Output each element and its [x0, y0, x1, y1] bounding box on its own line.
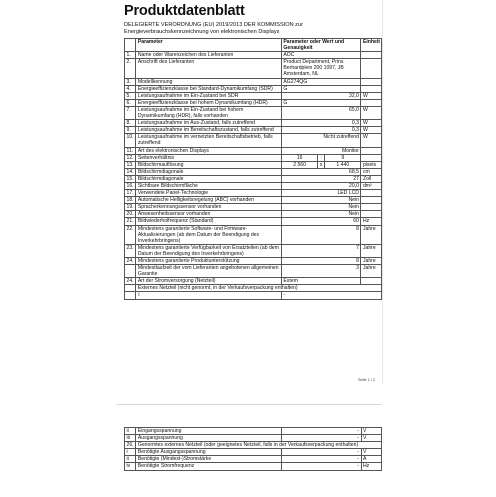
row-unit	[361, 78, 382, 85]
table-row	[125, 154, 382, 161]
row-value: G	[281, 99, 361, 106]
row-unit: W	[361, 127, 382, 134]
row-value: -	[281, 428, 361, 435]
row-parameter: Bildschirmdiagonale	[136, 175, 282, 182]
row-number: 26.	[125, 442, 136, 449]
table-row	[125, 285, 382, 292]
row-value-b: 9	[325, 154, 361, 161]
row-parameter: Leistungsaufnahme im Bereitschaftszustand, falls zutreffend	[136, 127, 282, 134]
row-value: Nein	[281, 197, 361, 204]
row-value: Nein	[281, 204, 361, 211]
row-parameter: Leistungsaufnahme im Ein-Zustand bei hohem Dynamikumfang (HDR), falls vorhanden	[136, 106, 282, 119]
table-row	[125, 449, 382, 456]
table-row	[125, 190, 382, 197]
row-parameter: Seitenverhältnis	[136, 154, 282, 161]
row-value: 27	[281, 175, 361, 182]
table-row	[125, 456, 382, 463]
row-number: 18.	[125, 197, 136, 204]
row-sub-index: iii	[125, 435, 136, 442]
row-unit: A	[361, 456, 382, 463]
row-value: AG274QG	[281, 78, 361, 85]
row-value: LED LCD	[281, 190, 361, 197]
row-value: Extern	[281, 278, 361, 285]
row-parameter: Genormtes externes Netzteil (oder geeignetes Netzteil, falls in der Verkaufsverpackung enthalten)	[136, 442, 382, 449]
header-unit: Einheit	[361, 39, 382, 52]
row-unit	[361, 85, 382, 92]
row-unit: pixels	[361, 161, 382, 168]
table-row	[125, 211, 382, 218]
row-unit	[361, 190, 382, 197]
row-unit: W	[361, 120, 382, 127]
row-value-sep: x	[318, 161, 325, 168]
table-header	[125, 39, 382, 52]
row-parameter: Art des elektronischen Displays	[136, 147, 282, 154]
row-value: 60	[281, 218, 361, 225]
row-parameter: Mindestens garantierte Software- und Firmware-Aktualisierungen (ab dem Datum der Beendigung des Inverkehrbringens)	[136, 225, 282, 244]
row-value: 20,0	[281, 182, 361, 189]
table-row	[125, 175, 382, 182]
table-row	[125, 85, 382, 92]
row-number	[125, 265, 136, 278]
row-number: 24.	[125, 278, 136, 285]
table-row	[125, 120, 382, 127]
header-parameter: Parameter	[136, 39, 282, 52]
row-parameter: Anschrift des Lieferanten	[136, 59, 282, 78]
document-subtitle: DELEGIERTE VERORDNUNG (EU) 2019/2013 DER KOMMISSION zur Energieverbrauchskennzeichnung von elektronischen Displays	[124, 22, 303, 35]
row-number: 23.	[125, 244, 136, 257]
row-unit	[361, 204, 382, 211]
row-parameter: Mindestens garantierte Produktunterstützung	[136, 258, 282, 265]
table-row	[125, 218, 382, 225]
row-unit: Jahre	[361, 225, 382, 244]
row-unit	[361, 59, 382, 78]
row-unit: Hz	[361, 218, 382, 225]
row-parameter: Benötigte Stromfrequenz	[136, 463, 282, 470]
row-sub-index: i	[125, 449, 136, 456]
row-number: 19.	[125, 204, 136, 211]
table-row	[125, 92, 382, 99]
row-number: 5.	[125, 92, 136, 99]
row-number: 2.	[125, 59, 136, 78]
row-unit	[361, 147, 382, 154]
product-data-table	[124, 38, 382, 300]
row-parameter: Art der Stromversorgung (Netzteil)	[136, 278, 282, 285]
row-unit: Jahre	[361, 265, 382, 278]
row-number: 8.	[125, 120, 136, 127]
table-row	[125, 225, 382, 244]
row-number: 7.	[125, 106, 136, 119]
row-number	[125, 285, 136, 292]
row-unit: W	[361, 92, 382, 99]
row-number: 21.	[125, 218, 136, 225]
row-number: 24.	[125, 258, 136, 265]
table-row	[125, 182, 382, 189]
table-row	[125, 463, 382, 470]
row-value: Nein	[281, 211, 361, 218]
table-row	[125, 435, 382, 442]
page-number: Seite 1 / 2	[358, 378, 376, 382]
row-parameter: Spracherkennungssensor vorhanden	[136, 204, 282, 211]
row-parameter: Eingangsspannung	[136, 428, 282, 435]
table-row	[125, 244, 382, 257]
row-unit	[361, 99, 382, 106]
row-unit	[361, 154, 382, 161]
row-unit	[361, 197, 382, 204]
row-value: 3	[281, 265, 361, 278]
row-sub-value: -	[281, 292, 381, 299]
row-number: 13.	[125, 161, 136, 168]
row-parameter: Modellkennung	[136, 78, 282, 85]
row-value: -	[281, 456, 361, 463]
row-number: 4.	[125, 85, 136, 92]
row-number: 10.	[125, 134, 136, 147]
table-row	[125, 168, 382, 175]
row-number: 22.	[125, 225, 136, 244]
table-row	[125, 161, 382, 168]
row-unit	[361, 52, 382, 59]
row-value: 68,5	[281, 168, 361, 175]
row-unit: cm	[361, 168, 382, 175]
row-number: 1.	[125, 52, 136, 59]
row-unit: V	[361, 435, 382, 442]
table-row	[125, 78, 382, 85]
row-unit: Hz	[361, 463, 382, 470]
row-number: 12.	[125, 154, 136, 161]
row-value: -	[281, 435, 361, 442]
table-row	[125, 106, 382, 119]
table-row	[125, 52, 382, 59]
row-value: Product Department, Prins Berhardplein 200 1097, JB Amsterdam, NL	[281, 59, 361, 78]
table-row	[125, 127, 382, 134]
row-sub-index: ii	[125, 428, 136, 435]
row-unit: V	[361, 449, 382, 456]
row-value: 65,0	[281, 106, 361, 119]
row-parameter: Leistungsaufnahme im Ein-Zustand bei SDR	[136, 92, 282, 99]
row-value: 0,3	[281, 120, 361, 127]
row-sub-index: iv	[125, 463, 136, 470]
row-unit: V	[361, 428, 382, 435]
table-row	[125, 258, 382, 265]
row-parameter: Leistungsaufnahme im Aus-Zustand, falls zutreffend	[136, 120, 282, 127]
table-row	[125, 134, 382, 147]
row-number: 15.	[125, 175, 136, 182]
row-number: 20.	[125, 211, 136, 218]
row-value-sep: :	[318, 154, 325, 161]
row-value: -	[281, 463, 361, 470]
table-row	[125, 147, 382, 154]
row-number: 3.	[125, 78, 136, 85]
row-value: 7	[281, 244, 361, 257]
row-parameter: Energieeffizienzklasse bei hohem Dynamikumfang (HDR)	[136, 99, 282, 106]
row-unit: W	[361, 106, 382, 119]
row-number: 9.	[125, 127, 136, 134]
row-value: AOC	[281, 52, 361, 59]
table-row	[125, 265, 382, 278]
row-unit: Jahre	[361, 258, 382, 265]
row-unit	[361, 278, 382, 285]
table-row	[125, 204, 382, 211]
row-value: G	[281, 85, 361, 92]
row-parameter: Bildwiederholfrequenz (Standard)	[136, 218, 282, 225]
table-row	[125, 292, 382, 299]
table-row	[125, 197, 382, 204]
row-parameter: Verwendete Panel-Technologie	[136, 190, 282, 197]
row-number: 17.	[125, 190, 136, 197]
row-unit: Jahre	[361, 244, 382, 257]
row-parameter: Anwesenheitssensor vorhanden	[136, 211, 282, 218]
row-unit: dm²	[361, 182, 382, 189]
row-value: 8	[281, 258, 361, 265]
row-psu-type: Externes Netzteil (nicht genormt, in der Verkaufsverpackung enthalten)	[136, 285, 382, 292]
row-value-a: 2 560	[281, 161, 317, 168]
row-value: Monitor	[281, 147, 361, 154]
row-value: 32,0	[281, 92, 361, 99]
page-gap	[0, 384, 496, 404]
row-number: 6.	[125, 99, 136, 106]
table-row	[125, 99, 382, 106]
row-number	[125, 292, 136, 299]
row-number: 11.	[125, 147, 136, 154]
row-parameter: Bildschirmauflösung	[136, 161, 282, 168]
table-row	[125, 428, 382, 435]
row-parameter: Name oder Warenzeichen des Lieferanten	[136, 52, 282, 59]
row-parameter: Energieeffizienzklasse bei Standard-Dynamikumfang (SDR)	[136, 85, 282, 92]
row-number: 14.	[125, 168, 136, 175]
row-value-b: 1 440	[325, 161, 361, 168]
row-sub-index: ii	[125, 456, 136, 463]
row-sub-index: i	[136, 292, 282, 299]
table-row	[125, 59, 382, 78]
row-value-a: 16	[281, 154, 317, 161]
row-parameter: Automatische Helligkeitsregelung (ABC) vorhanden	[136, 197, 282, 204]
row-parameter: Bildschirmdiagonale	[136, 168, 282, 175]
row-value: 0,3	[281, 127, 361, 134]
row-unit	[361, 211, 382, 218]
row-unit: W	[361, 134, 382, 147]
row-value: 8	[281, 225, 361, 244]
row-parameter: Mindestlaufzeit der vom Lieferanten angebotenen allgemeinen Garantie	[136, 265, 282, 278]
row-parameter: Sichtbare Bildschirmfläche	[136, 182, 282, 189]
document-title: Produktdatenblatt	[124, 3, 245, 19]
header-value: Parameter oder Wert und Genauigkeit	[281, 39, 361, 52]
row-parameter: Benötigte Ausgangsspannung	[136, 449, 282, 456]
row-value: -	[281, 449, 361, 456]
row-parameter: Benötigte (Mindest-)Stromstärke	[136, 456, 282, 463]
row-parameter: Ausgangsspannung	[136, 435, 282, 442]
row-value: Nicht zutreffend	[281, 134, 361, 147]
row-parameter: Mindestens garantierte Verfügbarkeit von Ersatzteilen (ab dem Datum der Beendigung des Inverkehrbringens)	[136, 244, 282, 257]
product-data-table-continued	[124, 427, 382, 471]
row-number: 16.	[125, 182, 136, 189]
row-unit: Zoll	[361, 175, 382, 182]
header-number	[125, 39, 136, 52]
row-parameter: Leistungsaufnahme im vernetzten Bereitschaftsbetrieb, falls zutreffend	[136, 134, 282, 147]
table-row	[125, 278, 382, 285]
table-row	[125, 442, 382, 449]
